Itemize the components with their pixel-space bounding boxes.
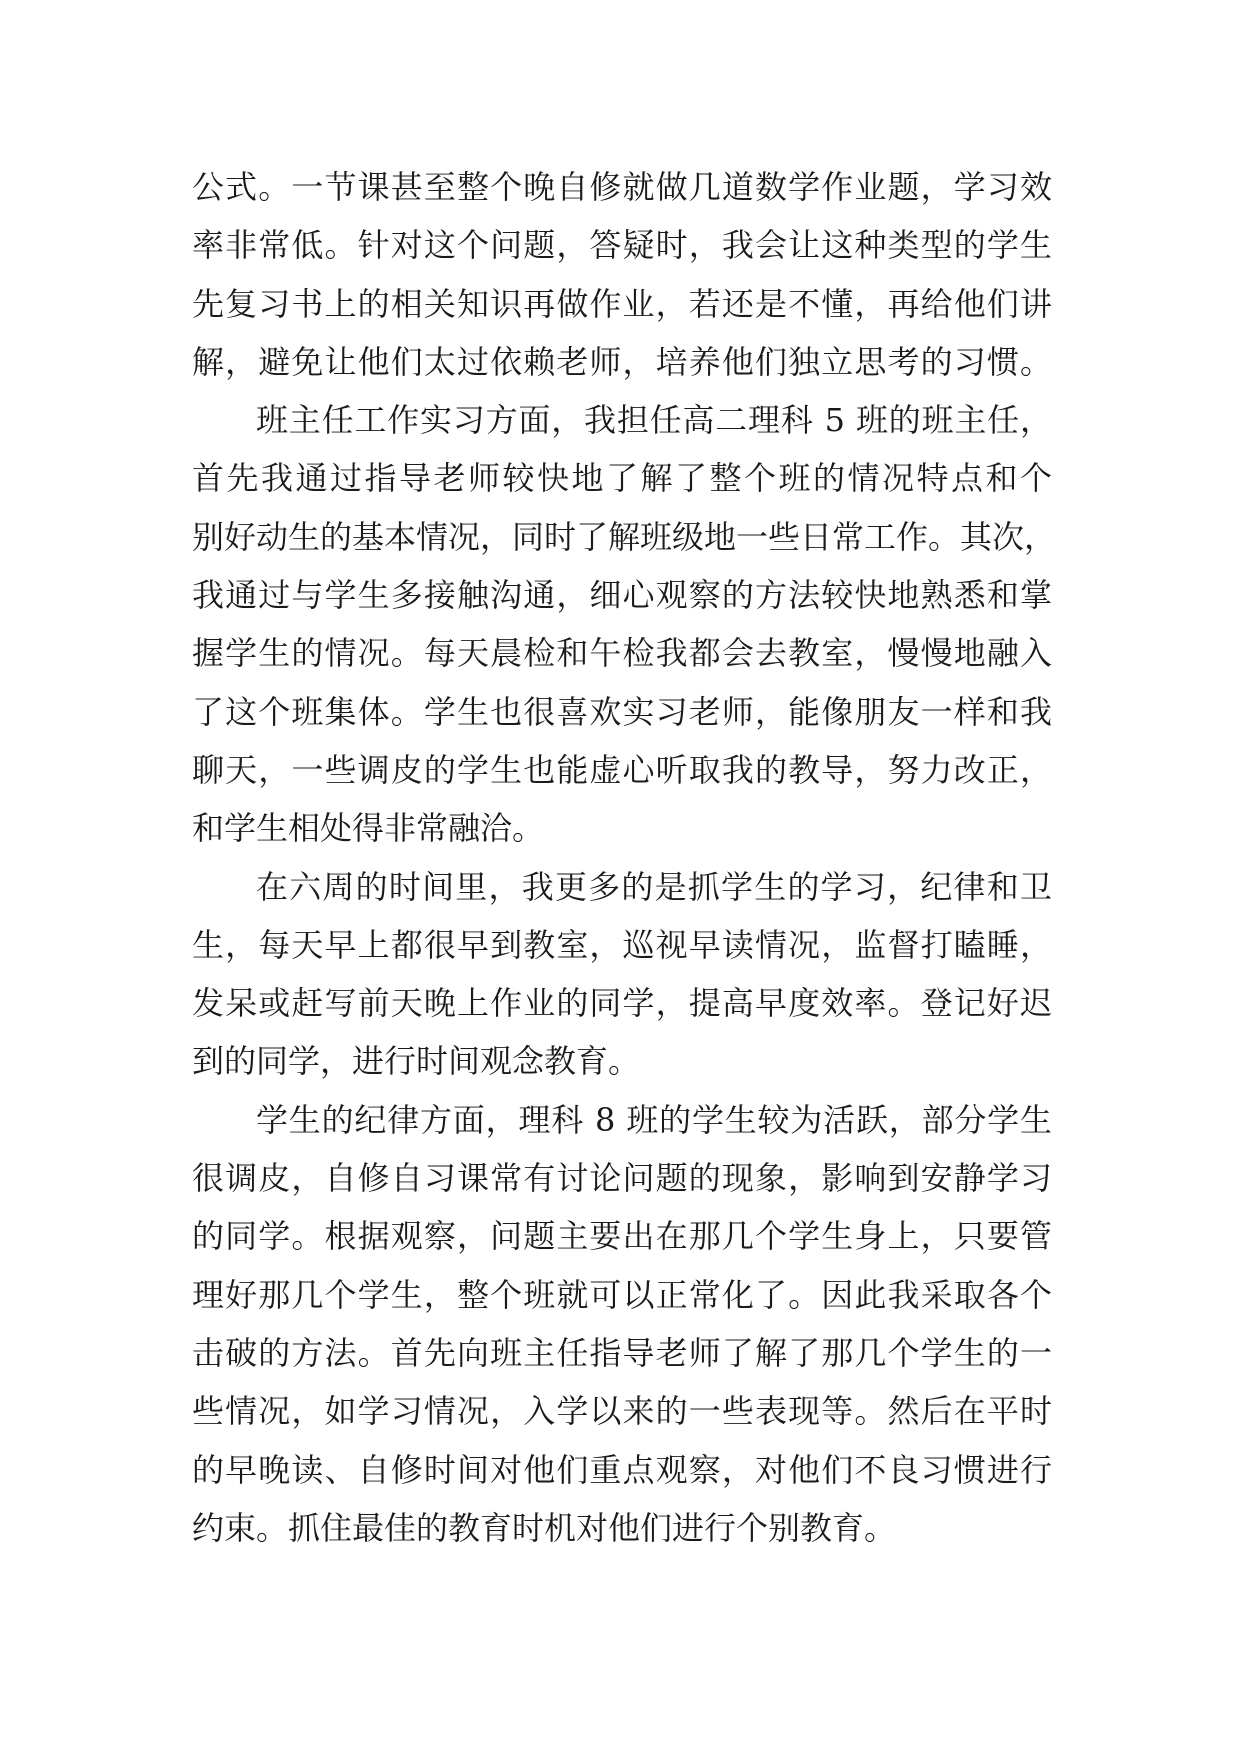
- text-line: 些情况，如学习情况，入学以来的一些表现等。然后在平时: [192, 1392, 1052, 1431]
- text-line: 班主任工作实习方面，我担任高二理科 5 班的班主任，: [256, 401, 1052, 440]
- paragraph: [192, 858, 1052, 1091]
- text-line: 发呆或赶写前天晚上作业的同学，提高早度效率。登记好迟: [192, 984, 1052, 1023]
- text-line: 我通过与学生多接触沟通，细心观察的方法较快地熟悉和掌: [192, 576, 1052, 615]
- paragraph: [192, 1091, 1052, 1557]
- paragraph: [192, 391, 1057, 857]
- text-line: 在六周的时间里，我更多的是抓学生的学习，纪律和卫: [256, 867, 1052, 906]
- text-line: 别好动生的基本情况，同时了解班级地一些日常工作。其次，: [192, 517, 1057, 556]
- text-line: 聊天，一些调皮的学生也能虚心听取我的教导，努力改正，: [192, 750, 1052, 789]
- text-line: 很调皮，自修自习课常有讨论问题的现象，影响到安静学习: [192, 1159, 1052, 1198]
- text-line: 约束。抓住最佳的教育时机对他们进行个别教育。: [192, 1508, 897, 1547]
- text-line: 生，每天早上都很早到教室，巡视早读情况，监督打瞌睡，: [192, 925, 1052, 964]
- text-line: 公式。一节课甚至整个晚自修就做几道数学作业题，学习效: [192, 168, 1052, 206]
- text-line: 握学生的情况。每天晨检和午检我都会去教室，慢慢地融入: [192, 634, 1052, 673]
- text-line: 解，避免让他们太过依赖老师，培养他们独立思考的习惯。: [192, 342, 1052, 381]
- text-line: 击破的方法。首先向班主任指导老师了解了那几个学生的一: [192, 1333, 1052, 1372]
- text-line: 和学生相处得非常融洽。: [192, 809, 545, 848]
- text-line: 的同学。根据观察，问题主要出在那几个学生身上，只要管: [192, 1217, 1052, 1256]
- paragraph: [192, 158, 1052, 391]
- text-line: 率非常低。针对这个问题，答疑时，我会让这种类型的学生: [192, 226, 1052, 265]
- text-line: 学生的纪律方面，理科 8 班的学生较为活跃，部分学生: [256, 1100, 1052, 1139]
- text-line: 的早晚读、自修时间对他们重点观察，对他们不良习惯进行: [192, 1450, 1052, 1489]
- text-line: 到的同学，进行时间观念教育。: [192, 1042, 641, 1081]
- text-line: 先复习书上的相关知识再做作业，若还是不懂，再给他们讲: [192, 284, 1052, 323]
- text-line: 理好那几个学生，整个班就可以正常化了。因此我采取各个: [192, 1275, 1052, 1314]
- text-line: 了这个班集体。学生也很喜欢实习老师，能像朋友一样和我: [192, 692, 1052, 731]
- text-line: 首先我通过指导老师较快地了解了整个班的情况特点和个: [192, 459, 1052, 498]
- body-text: [192, 158, 1057, 1557]
